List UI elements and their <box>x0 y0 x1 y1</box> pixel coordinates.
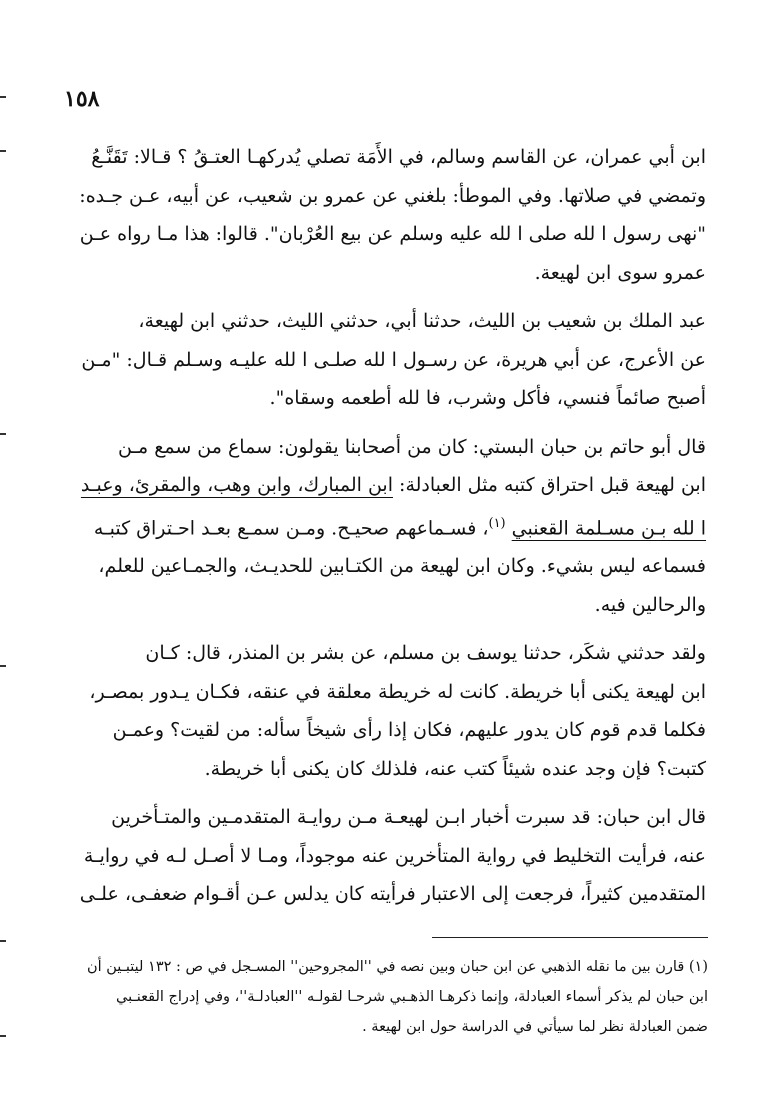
paragraph-2 <box>60 302 706 418</box>
underlined-names: ا لله بـن مسـلمة القعنبي <box>511 516 706 539</box>
page-number: ١٥٨ <box>64 86 100 112</box>
scan-margin-mark <box>0 433 6 435</box>
scan-margin-mark <box>0 1035 6 1037</box>
text-line: عن الأعرج، عن أبي هريرة، عن رسـول ا لله صلـى ا لله عليـه وسـلم قـال: "مـن <box>81 348 706 371</box>
paragraph-5 <box>60 798 706 914</box>
footnote-divider <box>432 937 708 938</box>
text-line: قال أبو حاتم بن حبان البستي: كان من أصحابنا يقولون: سماع من سمع مـن <box>117 435 706 458</box>
text-line: عنه، فرأيت التخليط في رواية المتأخرين عنه موجوداً، ومـا لا أصـل لـه في روايـة <box>83 844 706 867</box>
text-line: عمرو سوى ابن لهيعة. <box>534 261 706 284</box>
paragraph-4 <box>60 634 706 788</box>
text-line: المتقدمين كثيراً، فرجعت إلى الاعتبار فرأيته كان يدلس عـن أقـوام ضعفـى، علـى <box>79 883 706 906</box>
footnote-line: ضمن العبادلة نظر لما سيأتي في الدراسة حول ابن لهيعة . <box>362 1019 708 1035</box>
text-line: وتمضي في صلاتها. وفي الموطأ: بلغني عن عمرو بن شعيب، عن أبيه، عـن جـده: <box>79 184 706 207</box>
scan-margin-mark <box>0 150 6 152</box>
paragraph-1 <box>60 138 706 292</box>
footnote-line: ابن حبان لم يذكر أسماء العبادلة، وإنما ذكرهـا الذهـبي شرحـا لقولـه ''العبادلـة''، وفي إدراج القعنـبي <box>116 989 708 1005</box>
text-line: كتبت؟ فإن وجد عنده شيئاً كتب عنه، فلذلك كان يكنى أبا خريطة. <box>204 757 706 780</box>
text-line: عبد الملك بن شعيب بن الليث، حدثنا أبي، حدثني الليث، حدثني ابن لهيعة، <box>138 310 706 332</box>
text-line: والرحالين فيه. <box>594 593 706 616</box>
scan-margin-mark <box>0 940 6 942</box>
text-segment: ، فسـماعهم صحيـح. ومـن سمـع بعـد احـتراق كتبـه <box>93 516 489 539</box>
text-line <box>60 466 706 505</box>
footnote <box>62 952 708 1042</box>
footnote-marker[interactable]: (١) <box>488 515 506 531</box>
paragraph-3 <box>60 428 706 625</box>
scan-margin-mark <box>0 665 6 667</box>
text-line: أصبح صائماً فنسي، فأكل وشرب، فا لله أطعمه وسقاه". <box>269 387 706 409</box>
text-line: ولقد حدثني شكَر، حدثنا يوسف بن مسلم، عن بشر بن المنذر، قال: كـان <box>145 642 706 665</box>
text-line: قال ابن حبان: قد سبرت أخبار ابـن لهيعـة مـن روايـة المتقدمـين والمتـأخرين <box>111 806 706 829</box>
scan-margin-mark <box>0 96 6 98</box>
text-line: "نهى رسول ا لله صلى ا لله عليه وسلم عن بيع العُرْبان". قالوا: هذا مـا رواه عـن <box>79 223 706 245</box>
text-segment: ابن لهيعة قبل احتراق كتبه مثل العبادلة: <box>393 474 706 496</box>
text-line: ابن لهيعة يكنى أبا خريطة. كانت له خريطة معلقة في عنقه، فكـان يـدور بمصـر، <box>89 680 706 703</box>
text-line: فكلما قدم قوم كان يدور عليهم، فكان إذا رأى شيخاً سأله: من لقيت؟ وعمـن <box>112 719 706 742</box>
footnote-line: (١) قارن بين ما نقله الذهبي عن ابن حبان وبين نصه في ''المجروحين'' المسـجل في ص : ١٣٢ ليتبـين أن <box>86 959 708 975</box>
text-line: ابن أبي عمران، عن القاسم وسالم، في الأَمَة تصلي يُدركهـا العتـقُ ؟ قـالا: تَقَنَّـعُ <box>91 146 706 168</box>
text-line: فسماعه ليس بشيء. وكان ابن لهيعة من الكتـابين للحديـث، والجمـاعين للعلم، <box>98 555 706 578</box>
underlined-names: ابن المبارك، وابن وهب، والمقرئ، وعبـد <box>80 474 393 496</box>
text-line <box>60 505 706 548</box>
main-text <box>60 138 706 924</box>
